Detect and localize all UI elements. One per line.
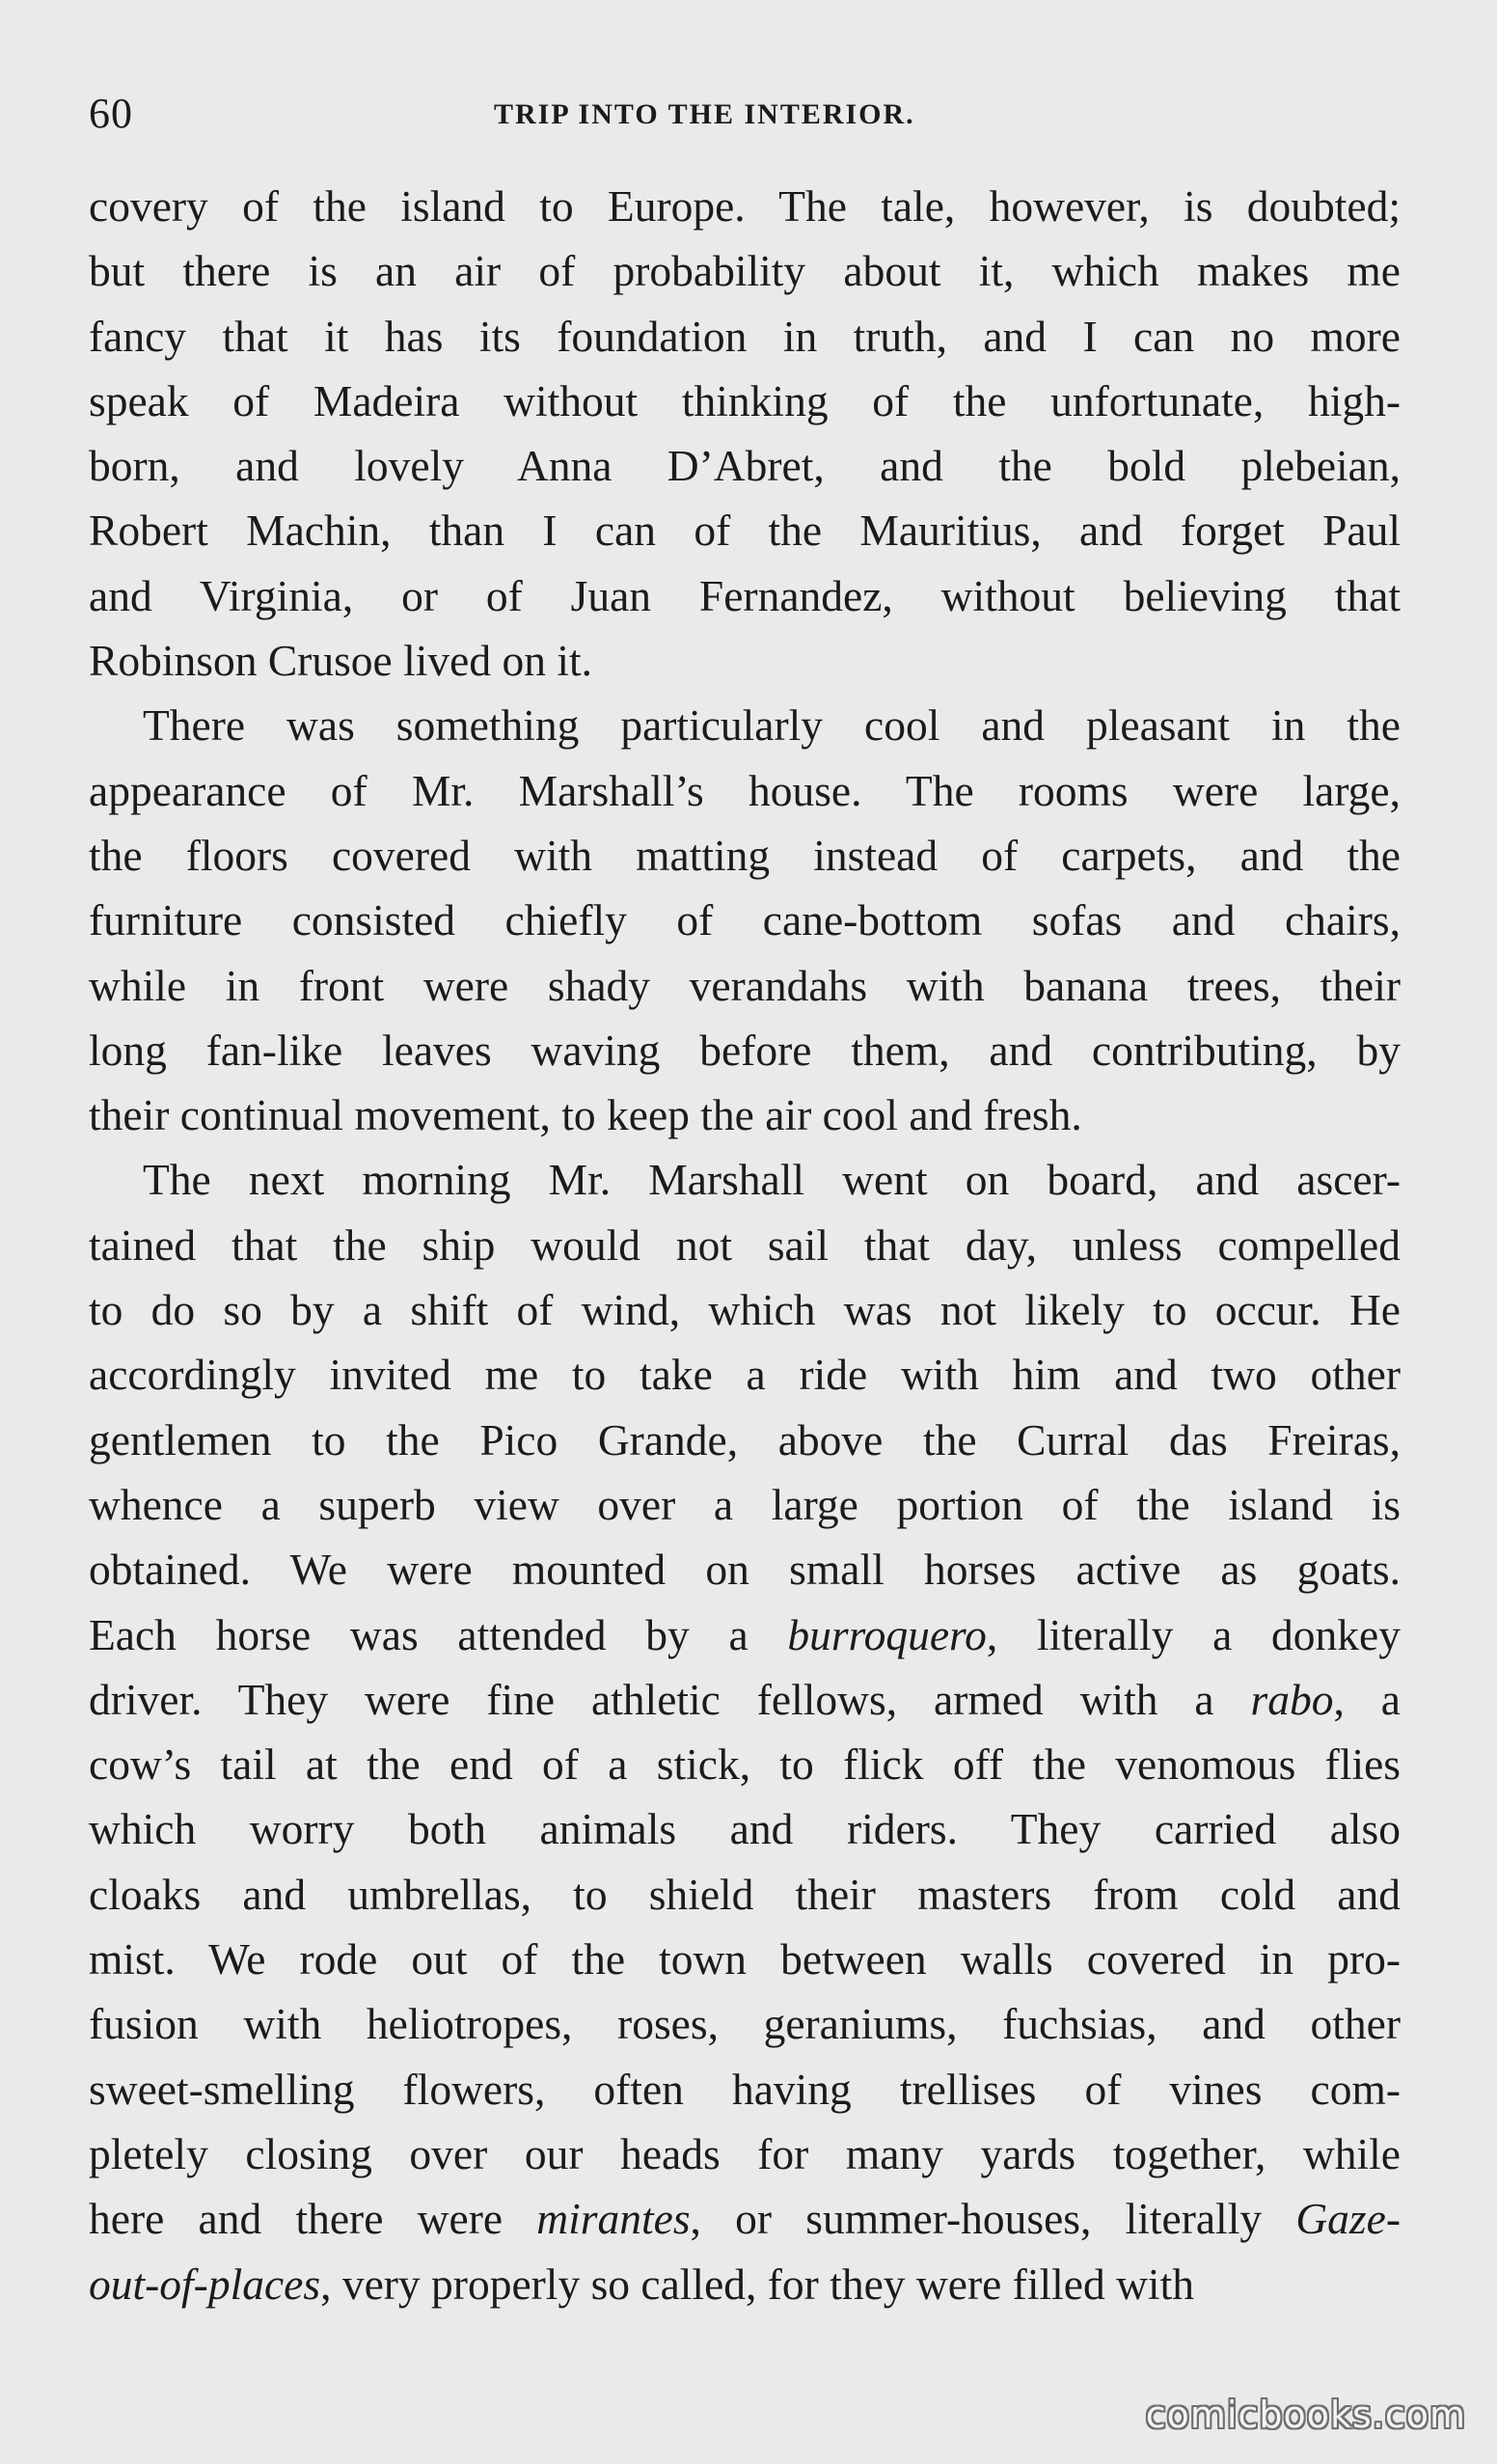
text-line: The next morning Mr. Marshall went on board, and ascer- [143,1155,1401,1205]
text-line: out-of-places, very properly so called, for they were filled with [89,2259,1194,2309]
italic-term: mirantes [536,2194,691,2244]
text-line: There was something particularly cool and pleasant in the [143,700,1401,751]
text-line: obtained. We were mounted on small horses active as goats. [89,1545,1401,1595]
text-line: sweet-smelling flowers, often having trellises of vines com- [89,2064,1401,2114]
text-line: gentlemen to the Pico Grande, above the Curral das Freiras, [89,1414,1401,1465]
running-head: TRIP INTO THE INTERIOR. [494,98,915,130]
text-line: their continual movement, to keep the air cool and fresh. [89,1090,1082,1140]
text-line: the floors covered with matting instead of carpets, and the [89,830,1401,880]
italic-term: Gaze- [1295,2194,1401,2244]
text-line: here and there were mirantes, or summer-houses, literally Gaze- [89,2194,1401,2244]
text-line: born, and lovely Anna D’Abret, and the bold plebeian, [89,441,1401,491]
text-line: fusion with heliotropes, roses, geraniums, fuchsias, and other [89,1999,1401,2049]
text-line: cow’s tail at the end of a stick, to flick off the venomous flies [89,1739,1401,1790]
text-line: while in front were shady verandahs with banana trees, their [89,960,1401,1010]
text-line: Robert Machin, than I can of the Mauritius, and forget Paul [89,506,1401,556]
text-line: long fan-like leaves waving before them, and contributing, by [89,1025,1401,1075]
text-line: fancy that it has its foundation in truth, and I can no more [89,311,1401,361]
text-line: and Virginia, or of Juan Fernandez, without believing that [89,570,1401,620]
text-line: mist. We rode out of the town between walls covered in pro- [89,1934,1401,1985]
text-line: appearance of Mr. Marshall’s house. The rooms were large, [89,765,1401,815]
watermark: comicbooks.com [1145,2394,1466,2436]
text-line: driver. They were fine athletic fellows, armed with a rabo, a [89,1674,1401,1724]
text-line: cloaks and umbrellas, to shield their masters from cold and [89,1869,1401,1919]
text-line: pletely closing over our heads for many yards together, while [89,2128,1401,2178]
text-line: tained that the ship would not sail that day, unless compelled [89,1219,1401,1270]
italic-term: rabo [1250,1674,1334,1724]
text-line: covery of the island to Europe. The tale, however, is doubted; [89,181,1401,231]
text-line: speak of Madeira without thinking of the unfortunate, high- [89,375,1401,425]
text-line: which worry both animals and riders. They carried also [89,1804,1401,1854]
page-header [89,85,1401,143]
text-line: accordingly invited me to take a ride with him and two other [89,1350,1401,1400]
text-line: but there is an air of probability about it, which makes me [89,246,1401,296]
italic-term: burroquero [787,1609,987,1659]
text-line: furniture consisted chiefly of cane-bottom sofas and chairs, [89,895,1401,945]
text-line: to do so by a shift of wind, which was not likely to occur. He [89,1285,1401,1335]
text-line: Robinson Crusoe lived on it. [89,636,592,686]
page-number: 60 [89,90,133,137]
body-text [89,174,1401,2316]
text-line: Each horse was attended by a burroquero, literally a donkey [89,1609,1401,1659]
text-line: whence a superb view over a large portion of the island is [89,1479,1401,1529]
italic-term: out-of-places [89,2259,321,2309]
